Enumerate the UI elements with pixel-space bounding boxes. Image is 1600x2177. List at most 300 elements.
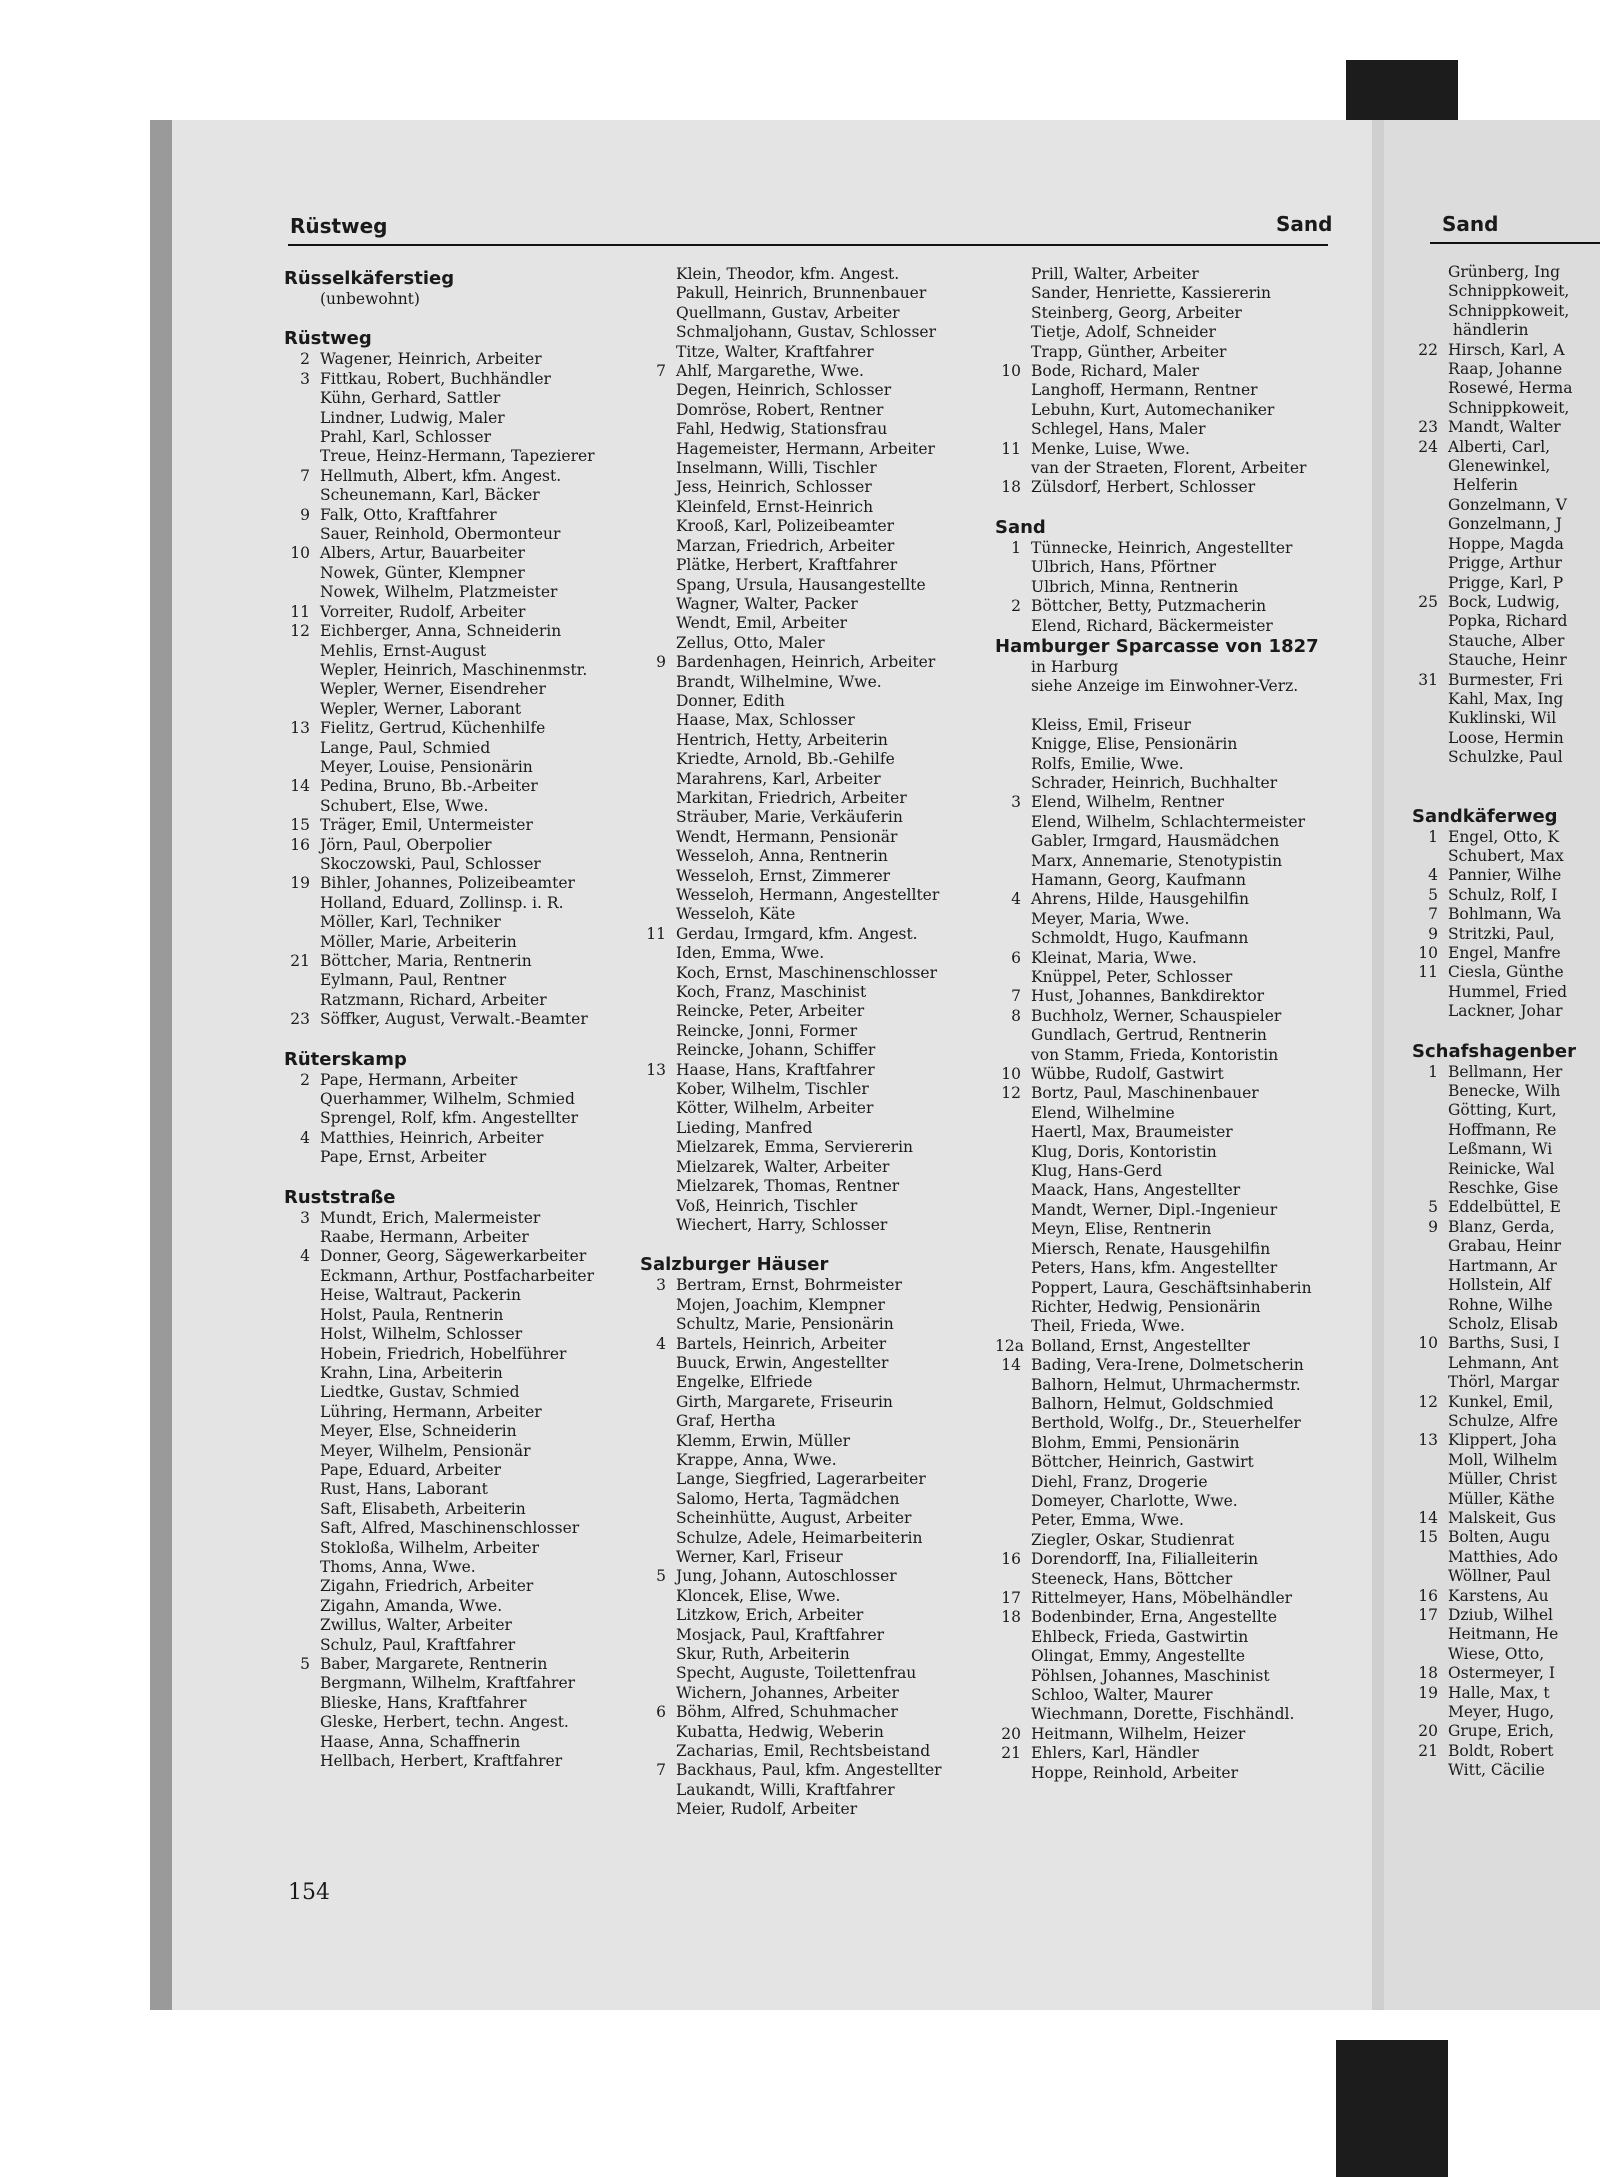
resident-entry xyxy=(640,1138,980,1157)
resident-entry xyxy=(1412,1587,1600,1606)
resident-text: Inselmann, Willi, Tischler xyxy=(676,459,877,478)
resident-text: Wiechmann, Dorette, Fischhändl. xyxy=(1031,1705,1295,1724)
resident-entry xyxy=(284,971,624,990)
house-number: 1 xyxy=(1428,827,1438,846)
resident-text: Ulbrich, Hans, Pförtner xyxy=(1031,558,1217,577)
resident-entry xyxy=(284,1694,624,1713)
resident-text: Eichberger, Anna, Schneiderin xyxy=(320,622,562,641)
resident-entry xyxy=(995,1181,1340,1200)
resident-text: Söffker, August, Verwalt.-Beamter xyxy=(320,1010,588,1029)
resident-text: Gundlach, Gertrud, Rentnerin xyxy=(1031,1026,1267,1045)
resident-text: Kober, Wilhelm, Tischler xyxy=(676,1080,869,1099)
resident-entry xyxy=(284,1345,624,1364)
resident-text: Kloncek, Elise, Wwe. xyxy=(676,1586,841,1605)
resident-entry xyxy=(1412,1276,1600,1295)
resident-entry xyxy=(995,558,1340,577)
resident-entry xyxy=(284,370,624,389)
resident-text: Lange, Paul, Schmied xyxy=(320,738,491,757)
resident-entry xyxy=(995,1628,1340,1647)
house-number: 13 xyxy=(290,719,310,738)
resident-entry xyxy=(640,1509,980,1528)
resident-entry xyxy=(640,964,980,983)
resident-entry xyxy=(995,755,1340,774)
house-number: 22 xyxy=(1418,340,1438,359)
resident-text: Jung, Johann, Autoschlosser xyxy=(676,1567,897,1586)
resident-entry xyxy=(1412,418,1600,437)
resident-text: Bartels, Heinrich, Arbeiter xyxy=(676,1334,887,1353)
resident-entry xyxy=(640,1022,980,1041)
resident-entry xyxy=(1412,866,1600,885)
resident-text: Stokloßa, Wilhelm, Arbeiter xyxy=(320,1538,540,1557)
resident-entry xyxy=(995,381,1340,400)
resident-entry xyxy=(995,1589,1340,1608)
resident-text: Prigge, Arthur xyxy=(1448,554,1562,573)
resident-text: Skoczowski, Paul, Schlosser xyxy=(320,854,541,873)
resident-entry xyxy=(995,1608,1340,1627)
resident-text: Schloo, Walter, Maurer xyxy=(1031,1686,1213,1705)
resident-entry xyxy=(284,855,624,874)
resident-entry xyxy=(640,304,980,323)
house-number: 19 xyxy=(1418,1683,1438,1702)
directory-column-2 xyxy=(640,265,980,1820)
resident-text: Schmaljohann, Gustav, Schlosser xyxy=(676,323,936,342)
resident-entry xyxy=(1412,535,1600,554)
resident-entry xyxy=(640,440,980,459)
resident-text: Engelke, Elfriede xyxy=(676,1373,813,1392)
house-number: 7 xyxy=(300,466,310,485)
resident-entry xyxy=(1412,886,1600,905)
resident-text: Elend, Wilhelm, Schlachtermeister xyxy=(1031,812,1305,831)
resident-entry xyxy=(640,1664,980,1683)
resident-text: Burmester, Fri xyxy=(1448,670,1563,689)
section-spacer xyxy=(284,1030,624,1049)
resident-text: Nowek, Günter, Klempner xyxy=(320,563,525,582)
resident-text: Marx, Annemarie, Stenotypistin xyxy=(1031,851,1283,870)
resident-entry xyxy=(284,816,624,835)
house-number: 15 xyxy=(1418,1528,1438,1547)
resident-text: Saft, Elisabeth, Arbeiterin xyxy=(320,1499,526,1518)
resident-text: Reincke, Peter, Arbeiter xyxy=(676,1002,865,1021)
resident-entry xyxy=(284,1422,624,1441)
resident-text: Skur, Ruth, Arbeiterin xyxy=(676,1645,850,1664)
resident-entry xyxy=(995,929,1340,948)
resident-text: Bortz, Paul, Maschinenbauer xyxy=(1031,1084,1259,1103)
resident-text: Richter, Hedwig, Pensionärin xyxy=(1031,1297,1261,1316)
resident-entry xyxy=(284,1539,624,1558)
resident-text: Fittkau, Robert, Buchhändler xyxy=(320,369,551,388)
resident-entry xyxy=(640,1529,980,1548)
resident-entry xyxy=(284,1306,624,1325)
resident-text: Elend, Richard, Bäckermeister xyxy=(1031,616,1273,635)
next-page-header-rule xyxy=(1430,242,1600,244)
resident-text: Gerdau, Irmgard, kfm. Angest. xyxy=(676,924,918,943)
resident-entry xyxy=(1412,1257,1600,1276)
section-spacer xyxy=(995,697,1340,716)
resident-entry xyxy=(284,1286,624,1305)
resident-text: Kleinfeld, Ernst-Heinrich xyxy=(676,497,874,516)
resident-text: Degen, Heinrich, Schlosser xyxy=(676,381,892,400)
resident-entry xyxy=(1412,1490,1600,1509)
resident-text: Querhammer, Wilhelm, Schmied xyxy=(320,1090,575,1109)
house-number: 16 xyxy=(1418,1586,1438,1605)
resident-text: Meyn, Elise, Rentnerin xyxy=(1031,1220,1212,1239)
resident-entry xyxy=(1412,1315,1600,1334)
resident-text: Mosjack, Paul, Kraftfahrer xyxy=(676,1625,885,1644)
resident-text: Möller, Marie, Arbeiterin xyxy=(320,932,517,951)
resident-entry xyxy=(995,1492,1340,1511)
resident-text: Kunkel, Emil, xyxy=(1448,1392,1554,1411)
resident-entry xyxy=(640,925,980,944)
house-number: 16 xyxy=(1001,1550,1021,1569)
resident-text: Stauche, Heinr xyxy=(1448,651,1567,670)
resident-entry xyxy=(284,1752,624,1771)
resident-text: Sauer, Reinhold, Obermonteur xyxy=(320,525,561,544)
resident-entry xyxy=(995,1279,1340,1298)
resident-entry xyxy=(284,1616,624,1635)
resident-text: Diehl, Franz, Drogerie xyxy=(1031,1472,1208,1491)
resident-text: Halle, Max, t xyxy=(1448,1683,1550,1702)
resident-entry xyxy=(1412,690,1600,709)
resident-text: Buuck, Erwin, Angestellter xyxy=(676,1353,889,1372)
resident-entry xyxy=(995,1705,1340,1724)
resident-entry xyxy=(640,1354,980,1373)
resident-text: Zülsdorf, Herbert, Schlosser xyxy=(1031,478,1256,497)
resident-text: Loose, Hermin xyxy=(1448,728,1564,747)
resident-text: Albers, Artur, Bauarbeiter xyxy=(320,544,525,563)
resident-text: Bode, Richard, Maler xyxy=(1031,362,1200,381)
resident-entry xyxy=(640,1099,980,1118)
resident-entry xyxy=(995,1220,1340,1239)
resident-entry xyxy=(1412,1645,1600,1664)
resident-text: Vorreiter, Rudolf, Arbeiter xyxy=(320,602,526,621)
section-spacer xyxy=(1412,768,1600,787)
resident-entry xyxy=(640,1335,980,1354)
resident-entry xyxy=(284,933,624,952)
resident-text: Grünberg, Ing xyxy=(1448,263,1561,281)
resident-text: Poppert, Laura, Geschäftsinhaberin xyxy=(1031,1278,1312,1297)
resident-text: Rolfs, Emilie, Wwe. xyxy=(1031,754,1184,773)
resident-entry xyxy=(995,774,1340,793)
resident-text: Matthies, Ado xyxy=(1448,1547,1558,1566)
resident-text: Elend, Wilhelm, Rentner xyxy=(1031,793,1225,812)
resident-entry xyxy=(640,1393,980,1412)
resident-text: Olingat, Emmy, Angestellte xyxy=(1031,1647,1246,1666)
resident-entry xyxy=(640,1742,980,1761)
resident-entry xyxy=(284,409,624,428)
resident-text: Klippert, Joha xyxy=(1448,1431,1557,1450)
resident-entry xyxy=(1412,263,1600,282)
house-number: 13 xyxy=(646,1060,666,1079)
resident-entry xyxy=(284,1500,624,1519)
resident-entry xyxy=(284,1071,624,1090)
house-number: 4 xyxy=(1428,866,1438,885)
resident-text: Schnippkoweit, xyxy=(1448,301,1570,320)
house-number: 14 xyxy=(1001,1356,1021,1375)
street-heading: Rüstweg xyxy=(284,328,372,350)
resident-text: Schulz, Paul, Kraftfahrer xyxy=(320,1635,516,1654)
resident-entry xyxy=(995,1356,1340,1375)
resident-entry xyxy=(1412,1354,1600,1373)
resident-entry xyxy=(1412,1334,1600,1353)
resident-entry xyxy=(995,949,1340,968)
street-heading: Hamburger Sparcasse von 1827 xyxy=(995,635,1319,657)
resident-text: Zacharias, Emil, Rechtsbeistand xyxy=(676,1742,931,1761)
resident-text: Holst, Wilhelm, Schlosser xyxy=(320,1325,523,1344)
resident-entry xyxy=(640,1432,980,1451)
resident-text: Meyer, Else, Schneiderin xyxy=(320,1422,517,1441)
resident-text: Möller, Karl, Techniker xyxy=(320,913,501,932)
resident-text: Mielzarek, Walter, Arbeiter xyxy=(676,1157,890,1176)
resident-text: Pakull, Heinrich, Brunnenbauer xyxy=(676,284,927,303)
resident-entry xyxy=(640,1296,980,1315)
resident-text: Schultz, Marie, Pensionärin xyxy=(676,1315,894,1334)
resident-text: Böttcher, Maria, Rentnerin xyxy=(320,952,532,970)
resident-text: Zigahn, Friedrich, Arbeiter xyxy=(320,1577,534,1596)
resident-entry xyxy=(1412,399,1600,418)
resident-entry xyxy=(640,1723,980,1742)
directory-column-3 xyxy=(995,265,1340,1783)
resident-entry xyxy=(1412,457,1600,476)
resident-text: Schubert, Else, Wwe. xyxy=(320,796,489,815)
resident-entry xyxy=(284,350,624,369)
resident-text: Markitan, Friedrich, Arbeiter xyxy=(676,788,907,807)
resident-entry xyxy=(640,789,980,808)
resident-text: Blohm, Emmi, Pensionärin xyxy=(1031,1433,1240,1452)
resident-entry xyxy=(640,731,980,750)
resident-text: Sträuber, Marie, Verkäuferin xyxy=(676,808,903,827)
resident-entry xyxy=(1412,1470,1600,1489)
resident-text: Lühring, Hermann, Arbeiter xyxy=(320,1402,542,1421)
resident-entry xyxy=(995,1298,1340,1317)
house-number: 10 xyxy=(1001,1065,1021,1084)
resident-text: Nowek, Wilhelm, Platzmeister xyxy=(320,583,558,602)
resident-text: Eckmann, Arthur, Postfacharbeiter xyxy=(320,1266,594,1285)
resident-entry xyxy=(284,991,624,1010)
resident-text: Sander, Henriette, Kassiererin xyxy=(1031,284,1271,303)
resident-entry xyxy=(640,1197,980,1216)
resident-entry xyxy=(995,284,1340,303)
resident-entry xyxy=(640,1080,980,1099)
section-spacer xyxy=(284,309,624,328)
street-heading: Rüsselkäferstieg xyxy=(284,268,455,289)
resident-entry xyxy=(284,467,624,486)
resident-entry xyxy=(1412,360,1600,379)
resident-text: Theil, Frieda, Wwe. xyxy=(1031,1317,1185,1336)
resident-text: (unbewohnt) xyxy=(320,290,420,308)
resident-text: Tünnecke, Heinrich, Angestellter xyxy=(1031,538,1293,557)
house-number: 7 xyxy=(1011,987,1021,1006)
resident-entry xyxy=(284,894,624,913)
resident-entry xyxy=(284,1655,624,1674)
resident-entry xyxy=(1412,612,1600,631)
resident-text: Wagner, Walter, Packer xyxy=(676,594,858,613)
resident-text: Prill, Walter, Arbeiter xyxy=(1031,265,1199,283)
resident-entry xyxy=(1412,321,1600,340)
house-number: 23 xyxy=(290,1010,310,1029)
resident-entry xyxy=(284,1325,624,1344)
resident-entry xyxy=(1412,341,1600,360)
resident-entry xyxy=(284,1129,624,1148)
resident-text: Wöllner, Paul xyxy=(1448,1567,1551,1586)
resident-text: Wiese, Otto, xyxy=(1448,1644,1545,1663)
resident-entry xyxy=(284,290,624,309)
resident-entry xyxy=(640,1216,980,1235)
resident-text: Hellbach, Herbert, Kraftfahrer xyxy=(320,1752,563,1771)
resident-entry xyxy=(640,1490,980,1509)
resident-text: Bergmann, Wilhelm, Kraftfahrer xyxy=(320,1674,576,1693)
resident-text: Stauche, Alber xyxy=(1448,631,1565,650)
resident-entry xyxy=(995,323,1340,342)
house-number: 5 xyxy=(300,1655,310,1673)
resident-entry xyxy=(640,1684,980,1703)
house-number: 10 xyxy=(1001,362,1021,381)
resident-entry xyxy=(640,1470,980,1489)
resident-text: Balhorn, Helmut, Uhrmachermstr. xyxy=(1031,1375,1301,1394)
resident-text: Domeyer, Charlotte, Wwe. xyxy=(1031,1491,1238,1510)
resident-entry xyxy=(284,777,624,796)
resident-text: Ahrens, Hilde, Hausgehilfin xyxy=(1031,890,1249,909)
house-number: 9 xyxy=(1428,1217,1438,1236)
resident-entry xyxy=(995,265,1340,284)
street-heading: Salzburger Häuser xyxy=(640,1254,829,1276)
resident-text: Donner, Edith xyxy=(676,691,785,710)
resident-entry xyxy=(995,459,1340,478)
house-number: 10 xyxy=(290,544,310,563)
resident-text: Bertram, Ernst, Bohrmeister xyxy=(676,1276,902,1295)
gutter xyxy=(1372,120,1384,2010)
resident-entry xyxy=(995,478,1340,497)
resident-entry xyxy=(284,544,624,563)
resident-text: Schulzke, Paul xyxy=(1448,748,1563,767)
resident-text: Graf, Hertha xyxy=(676,1412,776,1431)
resident-text: Meier, Rudolf, Arbeiter xyxy=(676,1800,858,1819)
resident-text: Elend, Wilhelmine xyxy=(1031,1103,1175,1122)
resident-text: Lebuhn, Kurt, Automechaniker xyxy=(1031,400,1275,419)
resident-entry xyxy=(640,401,980,420)
resident-entry xyxy=(1412,515,1600,534)
resident-entry xyxy=(640,1412,980,1431)
resident-text: Schnippkoweit, xyxy=(1448,398,1570,417)
resident-text: Girth, Margarete, Friseurin xyxy=(676,1392,893,1411)
directory-column-1 xyxy=(284,268,624,1771)
resident-entry xyxy=(284,1403,624,1422)
resident-text: Ulbrich, Minna, Rentnerin xyxy=(1031,577,1239,596)
resident-entry xyxy=(1412,963,1600,982)
resident-entry xyxy=(640,323,980,342)
resident-entry xyxy=(995,1201,1340,1220)
house-number: 12 xyxy=(1001,1084,1021,1103)
resident-text: Karstens, Au xyxy=(1448,1586,1549,1605)
resident-entry xyxy=(284,1228,624,1247)
resident-text: Schulze, Adele, Heimarbeiterin xyxy=(676,1528,923,1547)
resident-entry xyxy=(995,617,1340,636)
resident-text: Eddelbüttel, E xyxy=(1448,1198,1561,1217)
house-number: 31 xyxy=(1418,670,1438,689)
resident-text: Steinberg, Georg, Arbeiter xyxy=(1031,303,1242,322)
resident-text: Bardenhagen, Heinrich, Arbeiter xyxy=(676,653,936,672)
resident-entry xyxy=(284,525,624,544)
resident-text: Wiechert, Harry, Schlosser xyxy=(676,1215,888,1234)
page-number: 154 xyxy=(288,1880,330,1905)
resident-entry xyxy=(1412,729,1600,748)
resident-entry xyxy=(1412,1684,1600,1703)
resident-entry xyxy=(995,1550,1340,1569)
resident-text: Raabe, Hermann, Arbeiter xyxy=(320,1228,529,1247)
resident-text: Kubatta, Hedwig, Weberin xyxy=(676,1722,884,1741)
resident-entry xyxy=(1412,1179,1600,1198)
resident-entry xyxy=(284,642,624,661)
resident-entry xyxy=(284,1247,624,1266)
resident-text: Krahn, Lina, Arbeiterin xyxy=(320,1363,503,1382)
resident-entry xyxy=(995,1317,1340,1336)
resident-entry xyxy=(995,1026,1340,1045)
resident-text: Ciesla, Günthe xyxy=(1448,963,1564,982)
resident-entry xyxy=(995,1531,1340,1550)
resident-entry xyxy=(1412,593,1600,612)
resident-entry xyxy=(995,1570,1340,1589)
resident-text: Iden, Emma, Wwe. xyxy=(676,944,825,963)
resident-entry xyxy=(1412,1431,1600,1450)
resident-text: in Harburg xyxy=(1031,657,1119,676)
resident-entry xyxy=(1412,1198,1600,1217)
resident-entry xyxy=(995,1143,1340,1162)
resident-text: Böttcher, Betty, Putzmacherin xyxy=(1031,597,1267,616)
resident-text: Falk, Otto, Kraftfahrer xyxy=(320,505,497,524)
house-number: 3 xyxy=(656,1276,666,1295)
resident-text: Stritzki, Paul, xyxy=(1448,924,1555,943)
resident-entry xyxy=(1412,496,1600,515)
house-number: 1 xyxy=(1428,1062,1438,1081)
resident-entry xyxy=(640,381,980,400)
resident-entry xyxy=(640,944,980,963)
resident-text: Kriedte, Arnold, Bb.-Gehilfe xyxy=(676,750,895,769)
section-spacer xyxy=(995,498,1340,517)
resident-text: Schulze, Alfre xyxy=(1448,1411,1558,1430)
house-number: 21 xyxy=(1001,1744,1021,1763)
resident-text: Götting, Kurt, xyxy=(1448,1101,1557,1120)
resident-entry xyxy=(284,1148,624,1167)
resident-text: Litzkow, Erich, Arbeiter xyxy=(676,1606,864,1625)
resident-text: Krappe, Anna, Wwe. xyxy=(676,1450,837,1469)
resident-entry xyxy=(640,1606,980,1625)
resident-text: Haase, Hans, Kraftfahrer xyxy=(676,1060,875,1079)
resident-entry xyxy=(1412,1548,1600,1567)
running-header-left: Rüstweg xyxy=(290,214,388,238)
resident-entry xyxy=(1412,1567,1600,1586)
resident-entry xyxy=(284,583,624,602)
resident-text: Peters, Hans, kfm. Angestellter xyxy=(1031,1259,1278,1278)
resident-entry xyxy=(284,1480,624,1499)
resident-text: Langhoff, Hermann, Rentner xyxy=(1031,381,1258,400)
resident-entry xyxy=(1412,1063,1600,1082)
resident-text: Specht, Auguste, Toilettenfrau xyxy=(676,1664,917,1683)
resident-entry xyxy=(284,758,624,777)
resident-entry xyxy=(640,478,980,497)
resident-text: Wesseloh, Ernst, Zimmerer xyxy=(676,866,891,885)
resident-text: Hellmuth, Albert, kfm. Angest. xyxy=(320,466,562,485)
resident-text: Mielzarek, Thomas, Rentner xyxy=(676,1177,900,1196)
street-heading: Sandkäferweg xyxy=(1412,805,1558,827)
resident-text: Witt, Cäcilie xyxy=(1448,1761,1545,1780)
resident-entry xyxy=(640,1315,980,1334)
resident-entry xyxy=(640,537,980,556)
resident-entry xyxy=(1412,1606,1600,1625)
resident-entry xyxy=(284,428,624,447)
resident-text: Barths, Susi, I xyxy=(1448,1334,1560,1353)
resident-entry xyxy=(995,440,1340,459)
resident-text: Ratzmann, Richard, Arbeiter xyxy=(320,990,547,1009)
resident-text: Tietje, Adolf, Schneider xyxy=(1031,323,1216,342)
